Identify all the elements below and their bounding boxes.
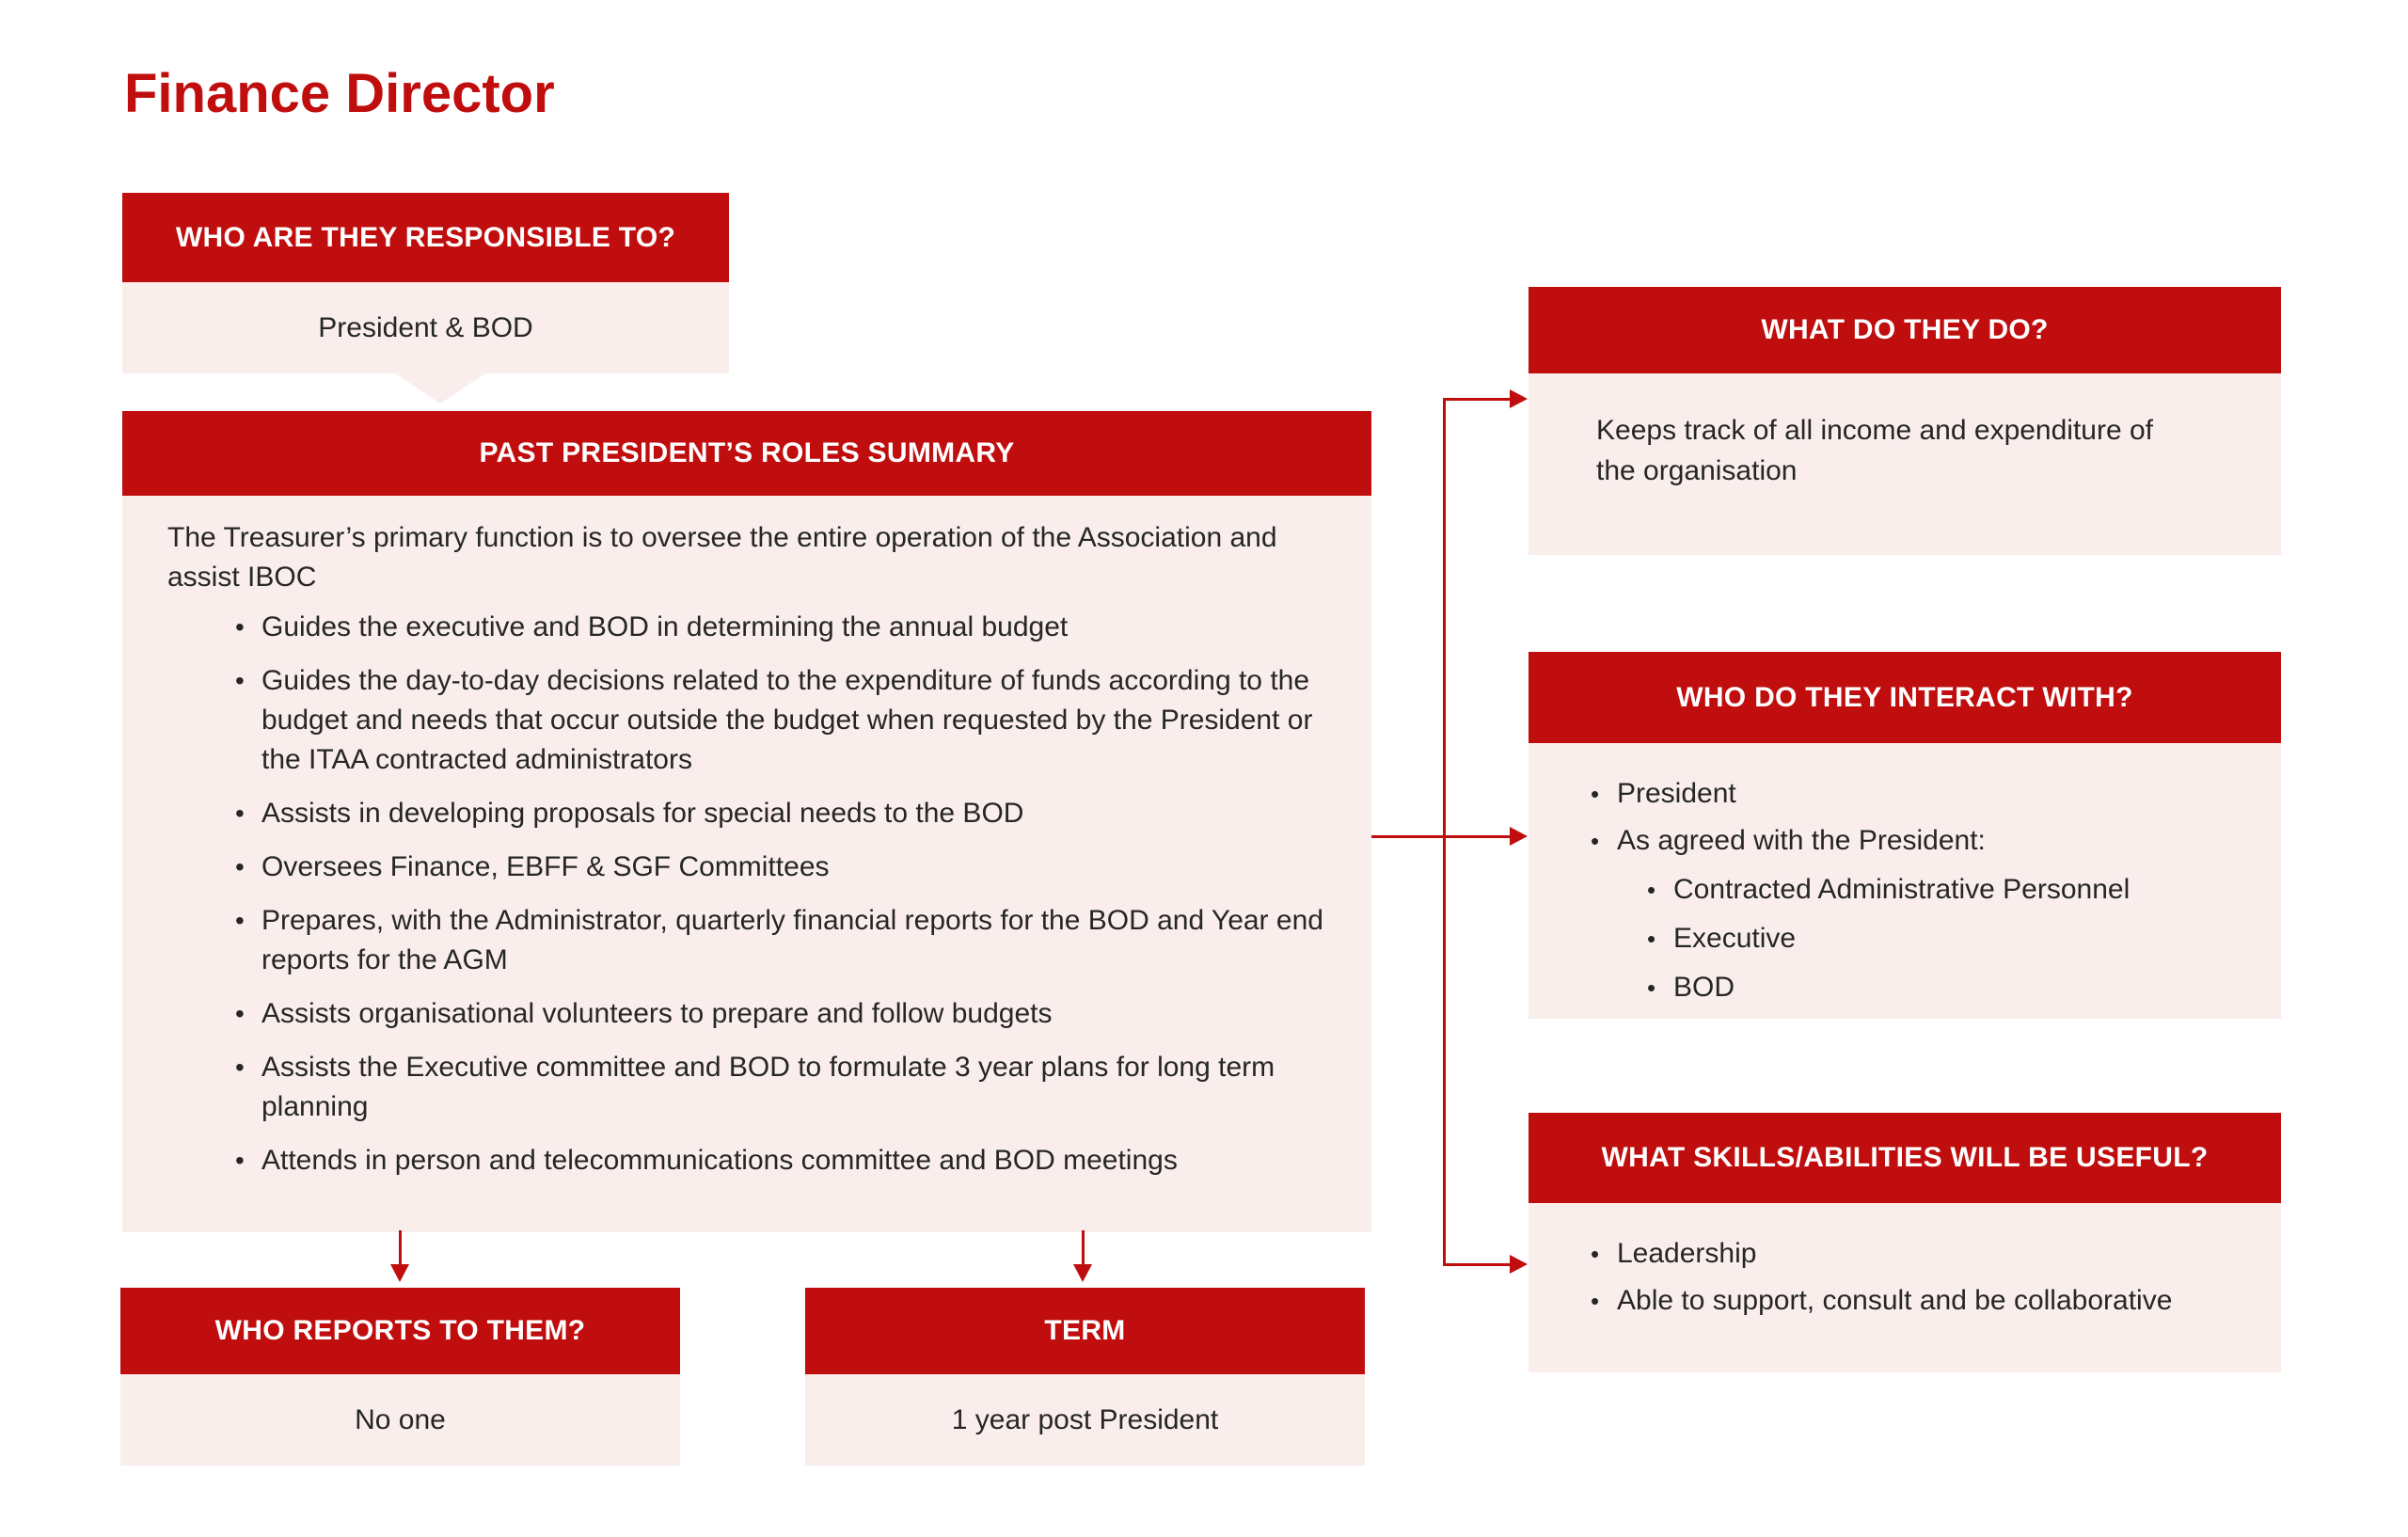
interact-with-box <box>1529 652 2281 1019</box>
interact-with-list <box>1591 773 2243 1008</box>
reports-to-header: WHO REPORTS TO THEM? <box>120 1288 680 1374</box>
connector-bottom-line <box>1443 1263 1513 1266</box>
skills-item: • Able to support, consult and be collaborative <box>1591 1280 2243 1322</box>
connector-vertical-line <box>1443 398 1446 1266</box>
roles-summary-list <box>167 608 1338 1180</box>
responsible-to-box <box>122 193 729 373</box>
arrow-down-line <box>1082 1230 1085 1266</box>
roles-summary-item: • Assists in developing proposals for special needs to the BOD <box>235 794 1338 833</box>
roles-summary-item: • Attends in person and telecommunications committee and BOD meetings <box>235 1141 1338 1180</box>
responsible-to-header: WHO ARE THEY RESPONSIBLE TO? <box>122 193 729 282</box>
skills-body <box>1529 1203 2281 1372</box>
roles-summary-item: • Guides the executive and BOD in determining the annual budget <box>235 608 1338 647</box>
interact-with-body <box>1529 743 2281 1019</box>
responsible-to-body: President & BOD <box>122 282 729 373</box>
term-header: TERM <box>805 1288 1365 1374</box>
arrow-right-icon <box>1510 827 1528 846</box>
roles-summary-body <box>122 496 1371 1232</box>
interact-with-item <box>1591 820 2243 1008</box>
arrow-down-line <box>399 1230 402 1266</box>
interact-with-subitem: • Executive <box>1647 918 2243 959</box>
roles-summary-header: PAST PRESIDENT’S ROLES SUMMARY <box>122 411 1371 496</box>
arrow-right-icon <box>1510 389 1528 408</box>
roles-summary-intro: The Treasurer’s primary function is to oversee the entire operation of the Association and assist IBOC <box>167 522 1277 593</box>
connector-top-line <box>1443 398 1513 401</box>
page-title: Finance Director <box>124 63 555 124</box>
skills-box <box>1529 1113 2281 1372</box>
reports-to-body: No one <box>120 1374 680 1466</box>
interact-with-sublist <box>1617 869 2243 1008</box>
interact-with-subitem: • BOD <box>1647 967 2243 1008</box>
skills-header: WHAT SKILLS/ABILITIES WILL BE USEFUL? <box>1529 1113 2281 1203</box>
roles-summary-item: • Oversees Finance, EBFF & SGF Committees <box>235 848 1338 887</box>
arrow-right-icon <box>1510 1255 1528 1274</box>
skills-list <box>1591 1233 2243 1322</box>
interact-with-item: • President <box>1591 773 2243 815</box>
callout-tail-icon <box>395 373 485 404</box>
term-box <box>805 1288 1365 1466</box>
interact-with-header: WHO DO THEY INTERACT WITH? <box>1529 652 2281 743</box>
connector-middle-line <box>1371 835 1513 838</box>
reports-to-box <box>120 1288 680 1466</box>
roles-summary-item: • Assists organisational volunteers to prepare and follow budgets <box>235 994 1338 1034</box>
arrow-down-icon <box>390 1264 409 1282</box>
arrow-down-icon <box>1073 1264 1092 1282</box>
roles-summary-item: • Guides the day-to-day decisions related to the expenditure of funds according to the budget and needs that occur outside the budget when requested by the President or the ITAA contracted administrators <box>235 661 1338 780</box>
roles-summary-item: • Prepares, with the Administrator, quarterly financial reports for the BOD and Year end reports for the AGM <box>235 901 1338 980</box>
term-body: 1 year post President <box>805 1374 1365 1466</box>
what-do-box <box>1529 287 2281 555</box>
what-do-body: Keeps track of all income and expenditure of the organisation <box>1529 373 2281 555</box>
skills-item: • Leadership <box>1591 1233 2243 1275</box>
interact-with-item-label: As agreed with the President: <box>1617 825 1986 856</box>
interact-with-subitem: • Contracted Administrative Personnel <box>1647 869 2243 911</box>
what-do-header: WHAT DO THEY DO? <box>1529 287 2281 373</box>
roles-summary-box <box>122 411 1371 1232</box>
roles-summary-item: • Assists the Executive committee and BOD to formulate 3 year plans for long term planning <box>235 1048 1338 1127</box>
